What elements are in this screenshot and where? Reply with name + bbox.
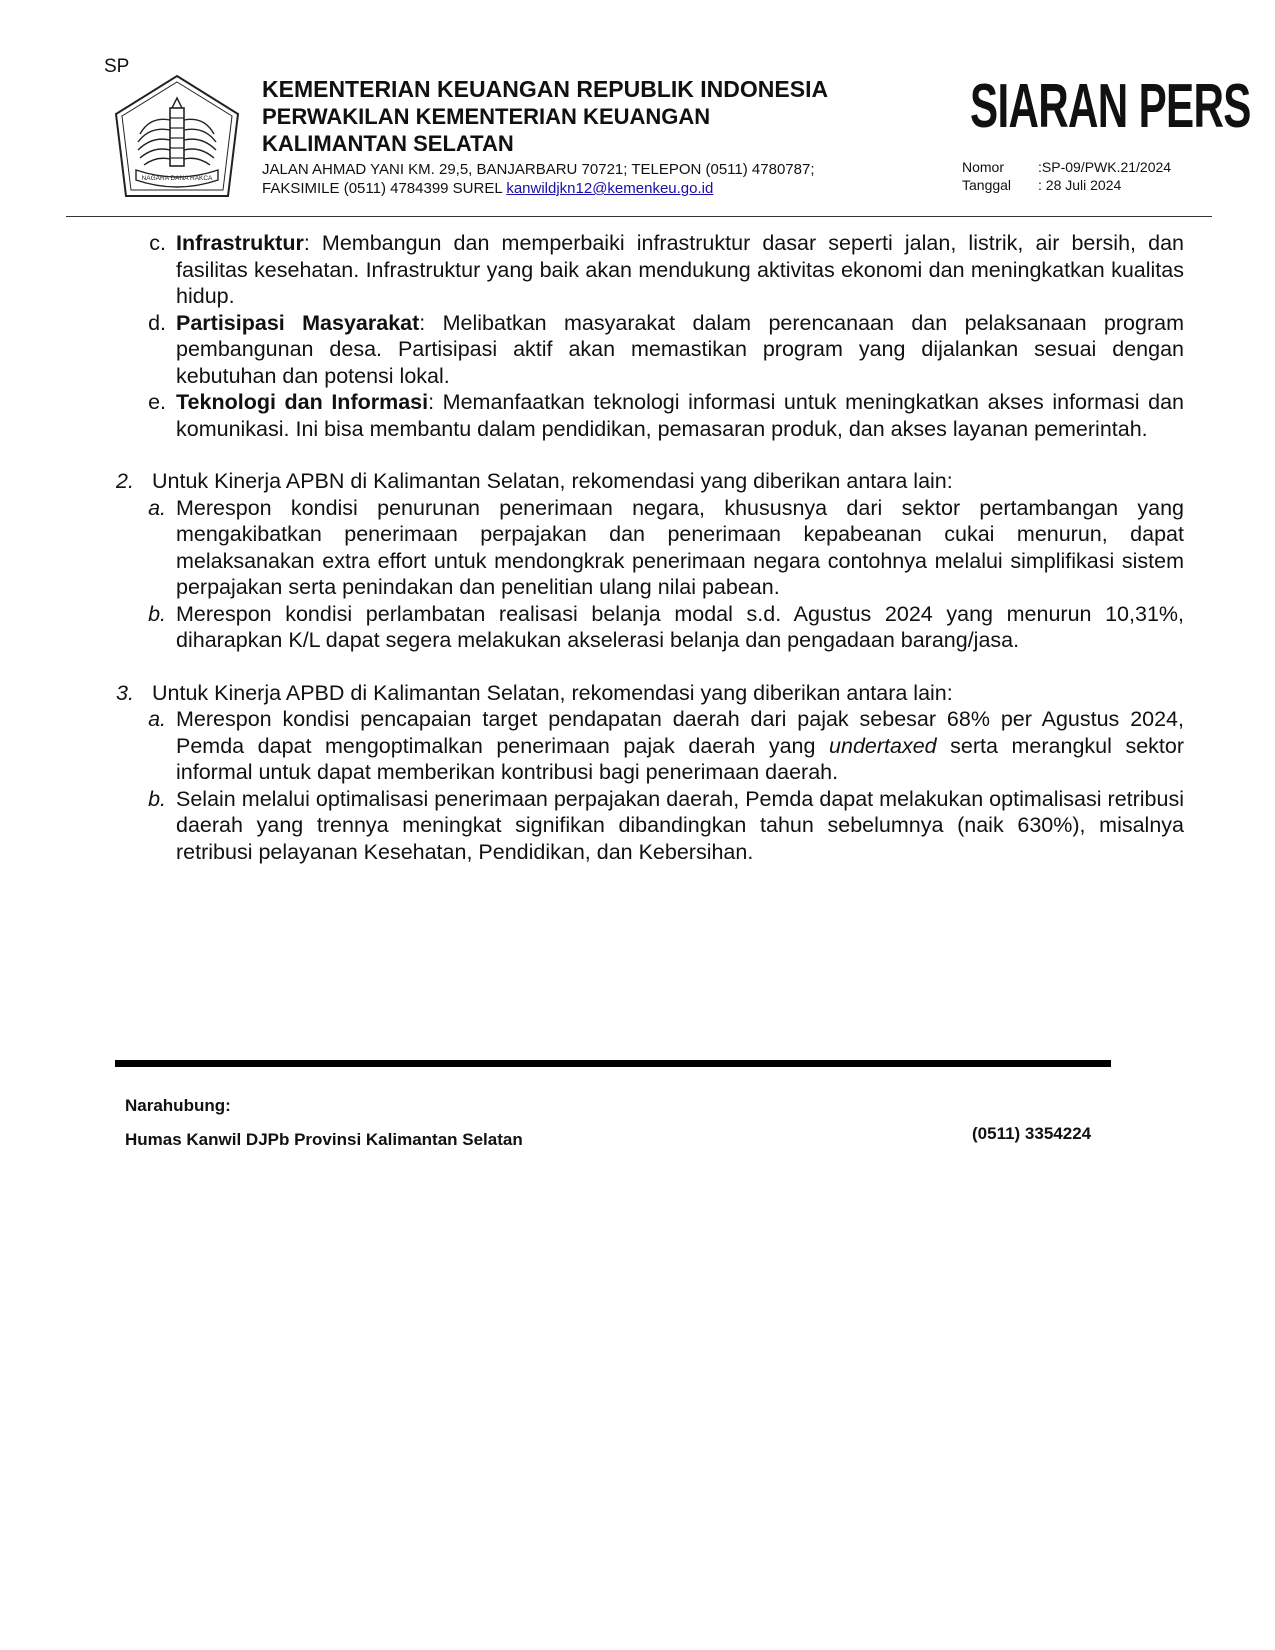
list-text: Merespon kondisi pencapaian target pendapatan daerah dari pajak sebesar 68% per Agustus 2024, Pemda dapat mengoptimalkan penerimaan pajak daerah yang undertaxed serta merangkul sektor informal untuk dapat memberikan kontribusi bagi penerimaan daerah. [176,707,1184,784]
document-meta [962,158,1171,194]
list-item [116,310,1184,390]
section-3-heading [116,680,1184,707]
section-intro: Untuk Kinerja APBD di Kalimantan Selatan, rekomendasi yang diberikan antara lain: [152,680,953,705]
list-marker: b. [148,601,166,626]
list-text: Infrastruktur: Membangun dan memperbaiki infrastruktur dasar seperti jalan, listrik, air bersih, dan fasilitas kesehatan. Infrastruktur yang baik akan mendukung aktivitas ekonomi dan meningkatkan kualitas hidup. [176,231,1184,308]
list-marker: c. [149,231,166,255]
org-line-3: KALIMANTAN SELATAN [262,131,514,156]
list-marker: d. [148,310,166,335]
list-marker: e. [148,390,166,414]
nomor-value: :SP-09/PWK.21/2024 [1038,159,1172,175]
contact-label: Narahubung: [125,1096,231,1115]
list-marker: a. [148,495,166,520]
list-item [116,786,1184,866]
document-body [116,230,1184,865]
press-release-title: SIARAN PERS [970,72,1251,141]
section-2-heading [116,468,1184,495]
address [262,160,828,198]
tanggal-label: Tanggal [962,177,1012,193]
address-line-2 [262,179,828,198]
org-line-2: PERWAKILAN KEMENTERIAN KEUANGAN [262,104,711,129]
list-marker: a. [148,707,166,731]
corner-mark: SP [104,56,130,77]
list-text: Selain melalui optimalisasi penerimaan perpajakan daerah, Pemda dapat melakukan optimalisasi retribusi daerah yang trennya meningkat signifikan dibandingkan tahun sebelumnya (naik 630%), misalnya retribusi pelayanan Kesehatan, Pendidikan, dan Kebersihan. [176,786,1184,864]
org-line-1: KEMENTERIAN KEUANGAN REPUBLIK INDONESIA [262,76,829,102]
list-item [116,230,1184,310]
list-item [116,706,1184,786]
organization-header [262,76,828,198]
list-item [116,601,1184,654]
fax-text: FAKSIMILE (0511) 4784399 SUREL [262,180,507,197]
address-line-1: JALAN AHMAD YANI KM. 29,5, BANJARBARU 70721; TELEPON (0511) 4780787; [262,161,815,178]
contact-name: Humas Kanwil DJPb Provinsi Kalimantan Selatan [125,1130,523,1149]
list-text: Partisipasi Masyarakat: Melibatkan masyarakat dalam perencanaan dan pelaksanaan program pembangunan desa. Partisipasi aktif akan memastikan program yang dijalankan sesuai dengan kebutuhan dan potensi lokal. [176,310,1184,388]
section-intro: Untuk Kinerja APBN di Kalimantan Selatan, rekomendasi yang diberikan antara lain: [152,469,953,493]
list-item [116,389,1184,442]
nomor-label: Nomor [962,159,1005,175]
email-link[interactable]: kanwildjkn12@kemenkeu.go.id [506,180,714,197]
list-text: Teknologi dan Informasi: Memanfaatkan teknologi informasi untuk meningkatkan akses informasi dan komunikasi. Ini bisa membantu dalam pendidikan, pemasaran produk, dan akses layanan pemerintah. [176,390,1185,441]
list-text: Merespon kondisi penurunan penerimaan negara, khususnya dari sektor pertambangan yang mengakibatkan penerimaan perpajakan dan penerimaan kepabeanan cukai menurun, dapat melaksanakan extra effort untuk mendongkrak penerimaan negara contohnya melalui simplifikasi sistem perpajakan serta penindakan dan penelitian ulang nilai pabean. [176,495,1184,599]
contact-phone: (0511) 3354224 [972,1124,1092,1143]
kemenkeu-logo [112,74,242,200]
footer-divider [115,1060,1111,1067]
tanggal-value: : 28 Juli 2024 [1038,177,1122,193]
section-marker: 3. [116,680,134,705]
list-marker: b. [148,786,166,811]
section-marker: 2. [116,469,134,493]
list-text: Merespon kondisi perlambatan realisasi belanja modal s.d. Agustus 2024 yang menurun 10,31%, diharapkan K/L dapat segera melakukan akselerasi belanja dan pengadaan barang/jasa. [176,601,1184,652]
header-divider [66,216,1212,217]
list-item [116,495,1184,601]
svg-text:NAGARA DANA RAKCA: NAGARA DANA RAKCA [141,175,213,182]
